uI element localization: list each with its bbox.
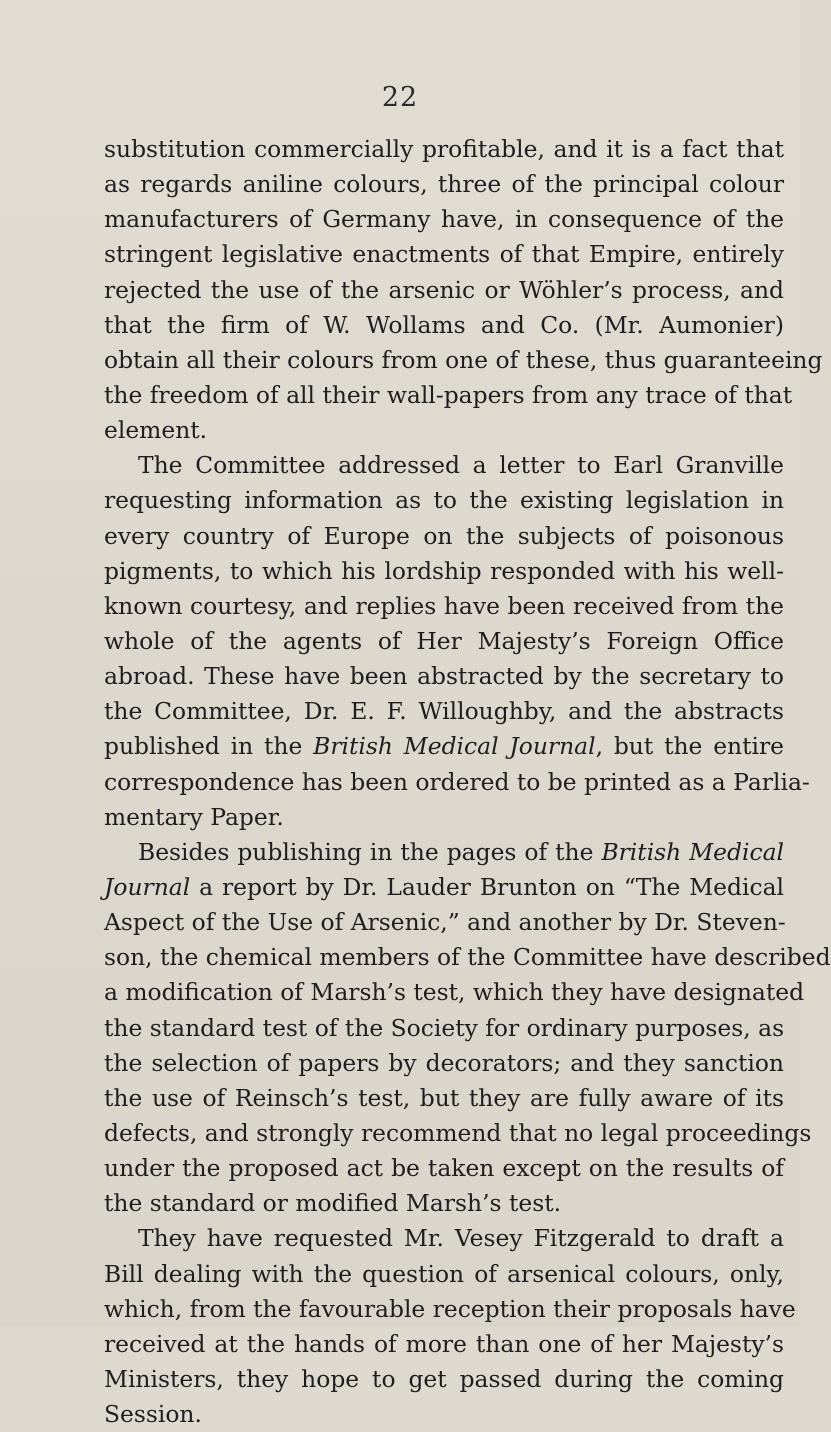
text-line: Bill dealing with the question of arsenical colours, only, <box>104 1259 784 1288</box>
text-fragment: , but the entire <box>595 732 785 761</box>
text-line: whole of the agents of Her Majesty’s Foreign Office <box>104 626 784 655</box>
text-line: obtain all their colours from one of these, thus guaranteeing <box>104 345 823 374</box>
text-line: the standard test of the Society for ordinary purposes, as <box>104 1013 785 1042</box>
text-line: stringent legislative enactments of that Empire, entirely <box>104 240 784 269</box>
text-fragment: Besides publishing in the pages of the <box>138 837 602 866</box>
text-line: abroad. These have been abstracted by the secretary to <box>104 662 784 691</box>
text-line: The Committee addressed a letter to Earl Granville <box>138 451 784 480</box>
journal-title: British Medical Journal <box>313 732 596 761</box>
text-line: son, the chemical members of the Committee have described <box>104 943 831 972</box>
text-line: pigments, to which his lordship responded with his well- <box>104 556 784 585</box>
text-line: a modification of Marsh’s test, which they have designated <box>104 978 805 1007</box>
text-line <box>104 729 784 764</box>
text-line: Ministers, they hope to get passed during the coming <box>104 1364 784 1393</box>
journal-title: British Medical <box>601 837 784 866</box>
text-line: correspondence has been ordered to be printed as a Parlia- <box>104 767 810 796</box>
text-line: received at the hands of more than one of her Majesty’s <box>104 1329 784 1358</box>
text-line: the use of Reinsch’s test, but they are fully aware of its <box>104 1083 784 1112</box>
text-line: mentary Paper. <box>104 802 284 831</box>
text-line: defects, and strongly recommend that no legal proceedings <box>104 1118 812 1147</box>
text-line: the freedom of all their wall-papers from any trace of that <box>104 380 793 409</box>
text-line <box>104 870 784 905</box>
text-line: as regards aniline colours, three of the principal colour <box>104 170 784 199</box>
text-line: manufacturers of Germany have, in consequence of the <box>104 205 784 234</box>
text-line: known courtesy, and replies have been received from the <box>104 591 784 620</box>
text-line: the Committee, Dr. E. F. Willoughby, and the abstracts <box>104 697 784 726</box>
text-fragment: a report by Dr. Lauder Brunton on “The Medical <box>190 872 784 901</box>
page-number: 22 <box>381 82 419 113</box>
journal-title: Journal <box>104 872 191 901</box>
text-line: rejected the use of the arsenic or Wöhler’s process, and <box>104 275 784 304</box>
text-line: Aspect of the Use of Arsenic,” and another by Dr. Steven- <box>104 908 786 937</box>
text-line: every country of Europe on the subjects of poisonous <box>104 521 784 550</box>
text-line: requesting information as to the existing legislation in <box>104 486 784 515</box>
text-line: that the firm of W. Wollams and Co. (Mr. Aumonier) <box>104 310 784 339</box>
text-line <box>104 835 784 870</box>
text-line: They have requested Mr. Vesey Fitzgerald to draft a <box>138 1224 784 1253</box>
text-line: under the proposed act be taken except on the results of <box>104 1154 784 1183</box>
text-line: the selection of papers by decorators; and they sanction <box>104 1048 784 1077</box>
text-line: substitution commercially profitable, and it is a fact that <box>104 135 784 163</box>
text-fragment: published in the <box>104 732 314 761</box>
text-line: element. <box>104 416 208 445</box>
body-text <box>104 132 831 1432</box>
text-line: the standard or modified Marsh’s test. <box>104 1189 562 1218</box>
text-line: Session. <box>104 1400 202 1429</box>
text-line: which, from the favourable reception their proposals have <box>104 1294 796 1323</box>
